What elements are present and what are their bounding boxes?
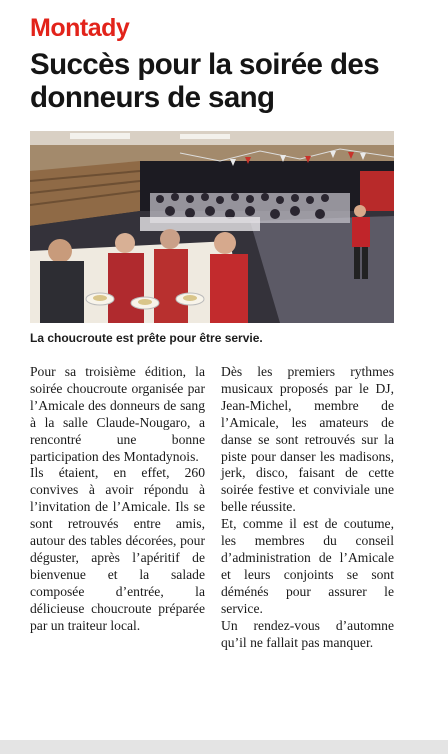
article-paragraph: Un rendez-vous d’automne qu’il ne fallait pas manquer.	[221, 617, 394, 650]
article-paragraph: Et, comme il est de coutume, les membres du conseil d’administration de l’Amicale et leurs conjoints se sont déménés pour assurer le service.	[221, 516, 394, 616]
article-photo	[30, 131, 394, 323]
article-column-left	[30, 364, 205, 635]
page-bottom-band	[0, 740, 448, 754]
article-headline: Succès pour la soirée des donneurs de sang	[30, 48, 379, 114]
article-paragraph: Pour sa troisième édition, la soirée choucroute organisée par l’Amicale des donneurs de sang à la salle Claude-Nougaro, a rencontré une bonne participation des Montadynois.	[30, 364, 205, 464]
photo-caption: La choucroute est prête pour être servie.	[30, 331, 263, 345]
article-paragraph: Ils étaient, en effet, 260 convives à avoir répondu à l’invitation de l’Amicale. Ils se sont retrouvés entre amis, autour des tables décorées, pour déguster, après l’apéritif de bienvenue et la salade composée d’entrée, la délicieuse choucroute préparée par un traiteur local.	[30, 465, 205, 633]
location-kicker: Montady	[30, 14, 130, 42]
article-paragraph: Dès les premiers rythmes musicaux proposés par le DJ, Jean-Michel, membre de l’Amicale, les amateurs de danse se sont retrouvés sur la piste pour danser les madisons, jerk, disco, faisant de cette soirée festive et conviviale une belle réussite.	[221, 364, 394, 515]
banquet-hall-photo	[30, 131, 394, 323]
article-column-right	[221, 364, 394, 651]
